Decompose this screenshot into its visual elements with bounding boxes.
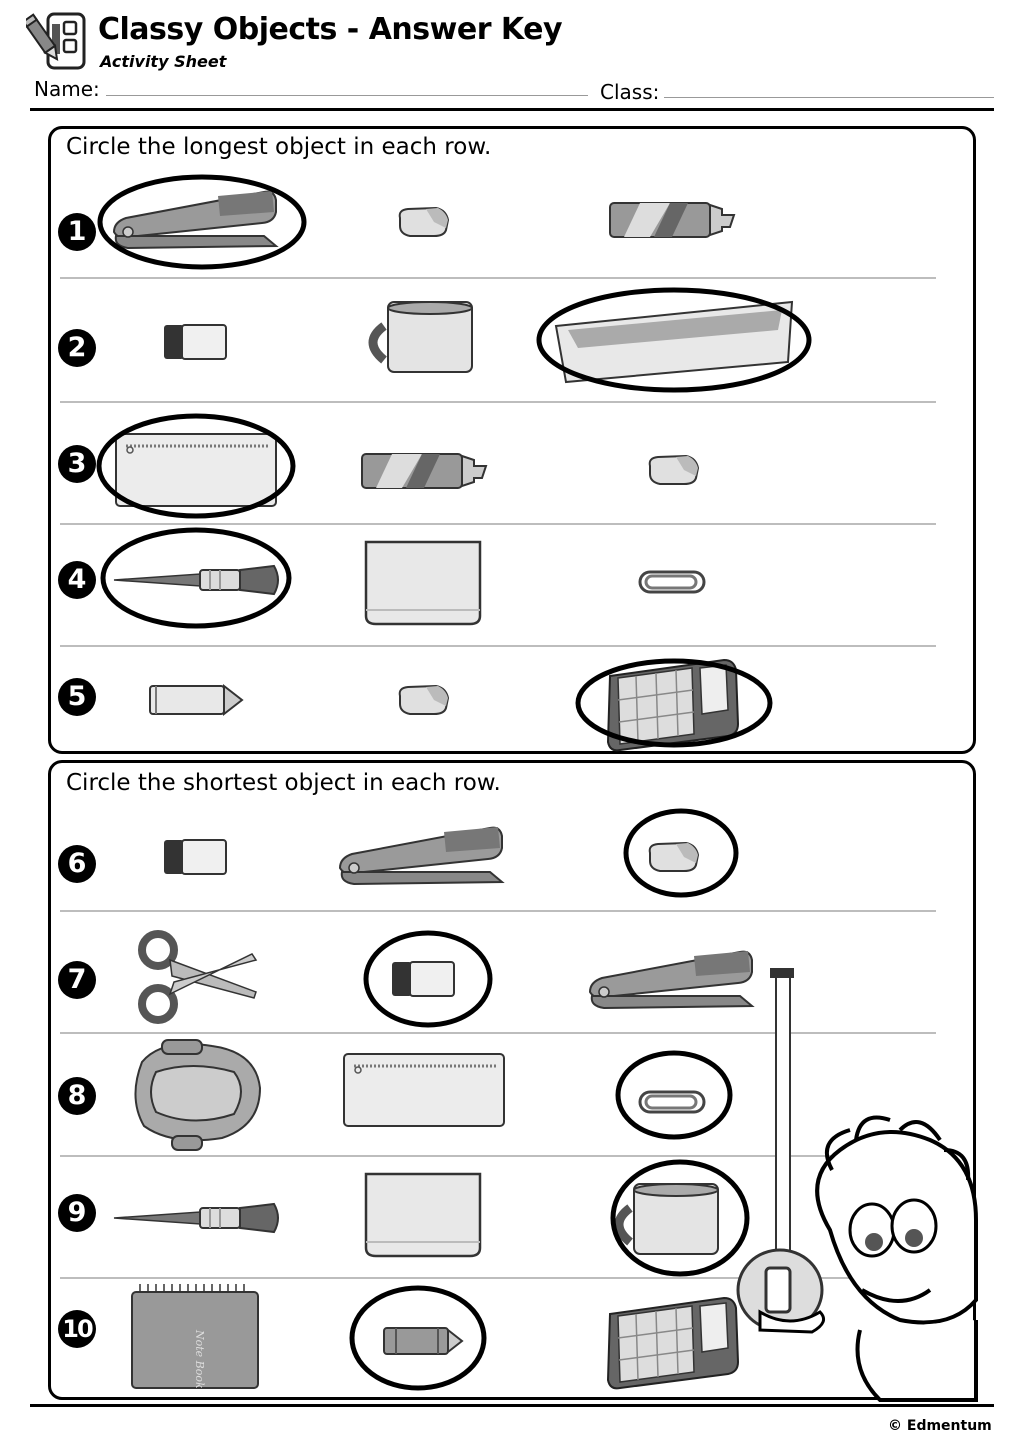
row-number-8: 8 — [58, 1077, 96, 1115]
name-label: Name: — [34, 77, 100, 101]
footer-rule — [30, 1404, 994, 1407]
page-title: Classy Objects - Answer Key — [98, 12, 563, 47]
row-number-2: 2 — [58, 329, 96, 367]
row-number-5: 5 — [58, 678, 96, 716]
row-number-1: 1 — [58, 213, 96, 251]
row-number-7: 7 — [58, 961, 96, 999]
page-subtitle: Activity Sheet — [100, 52, 227, 71]
boy-with-tape-measure-illustration — [738, 968, 976, 1400]
longest-instruction: Circle the longest object in each row. — [66, 134, 492, 160]
notebook-cover-text: Note Book — [193, 1330, 206, 1389]
row-number-4: 4 — [58, 561, 96, 599]
copyright-text: © Edmentum — [888, 1418, 992, 1434]
row-number-6: 6 — [58, 845, 96, 883]
shortest-instruction: Circle the shortest object in each row. — [66, 770, 501, 796]
row-number-9: 9 — [58, 1194, 96, 1232]
row-number-3: 3 — [58, 445, 96, 483]
row-number-10: 10 — [58, 1310, 96, 1348]
answer-key-label: Answer Key — [368, 12, 563, 47]
class-label: Class: — [600, 80, 660, 104]
